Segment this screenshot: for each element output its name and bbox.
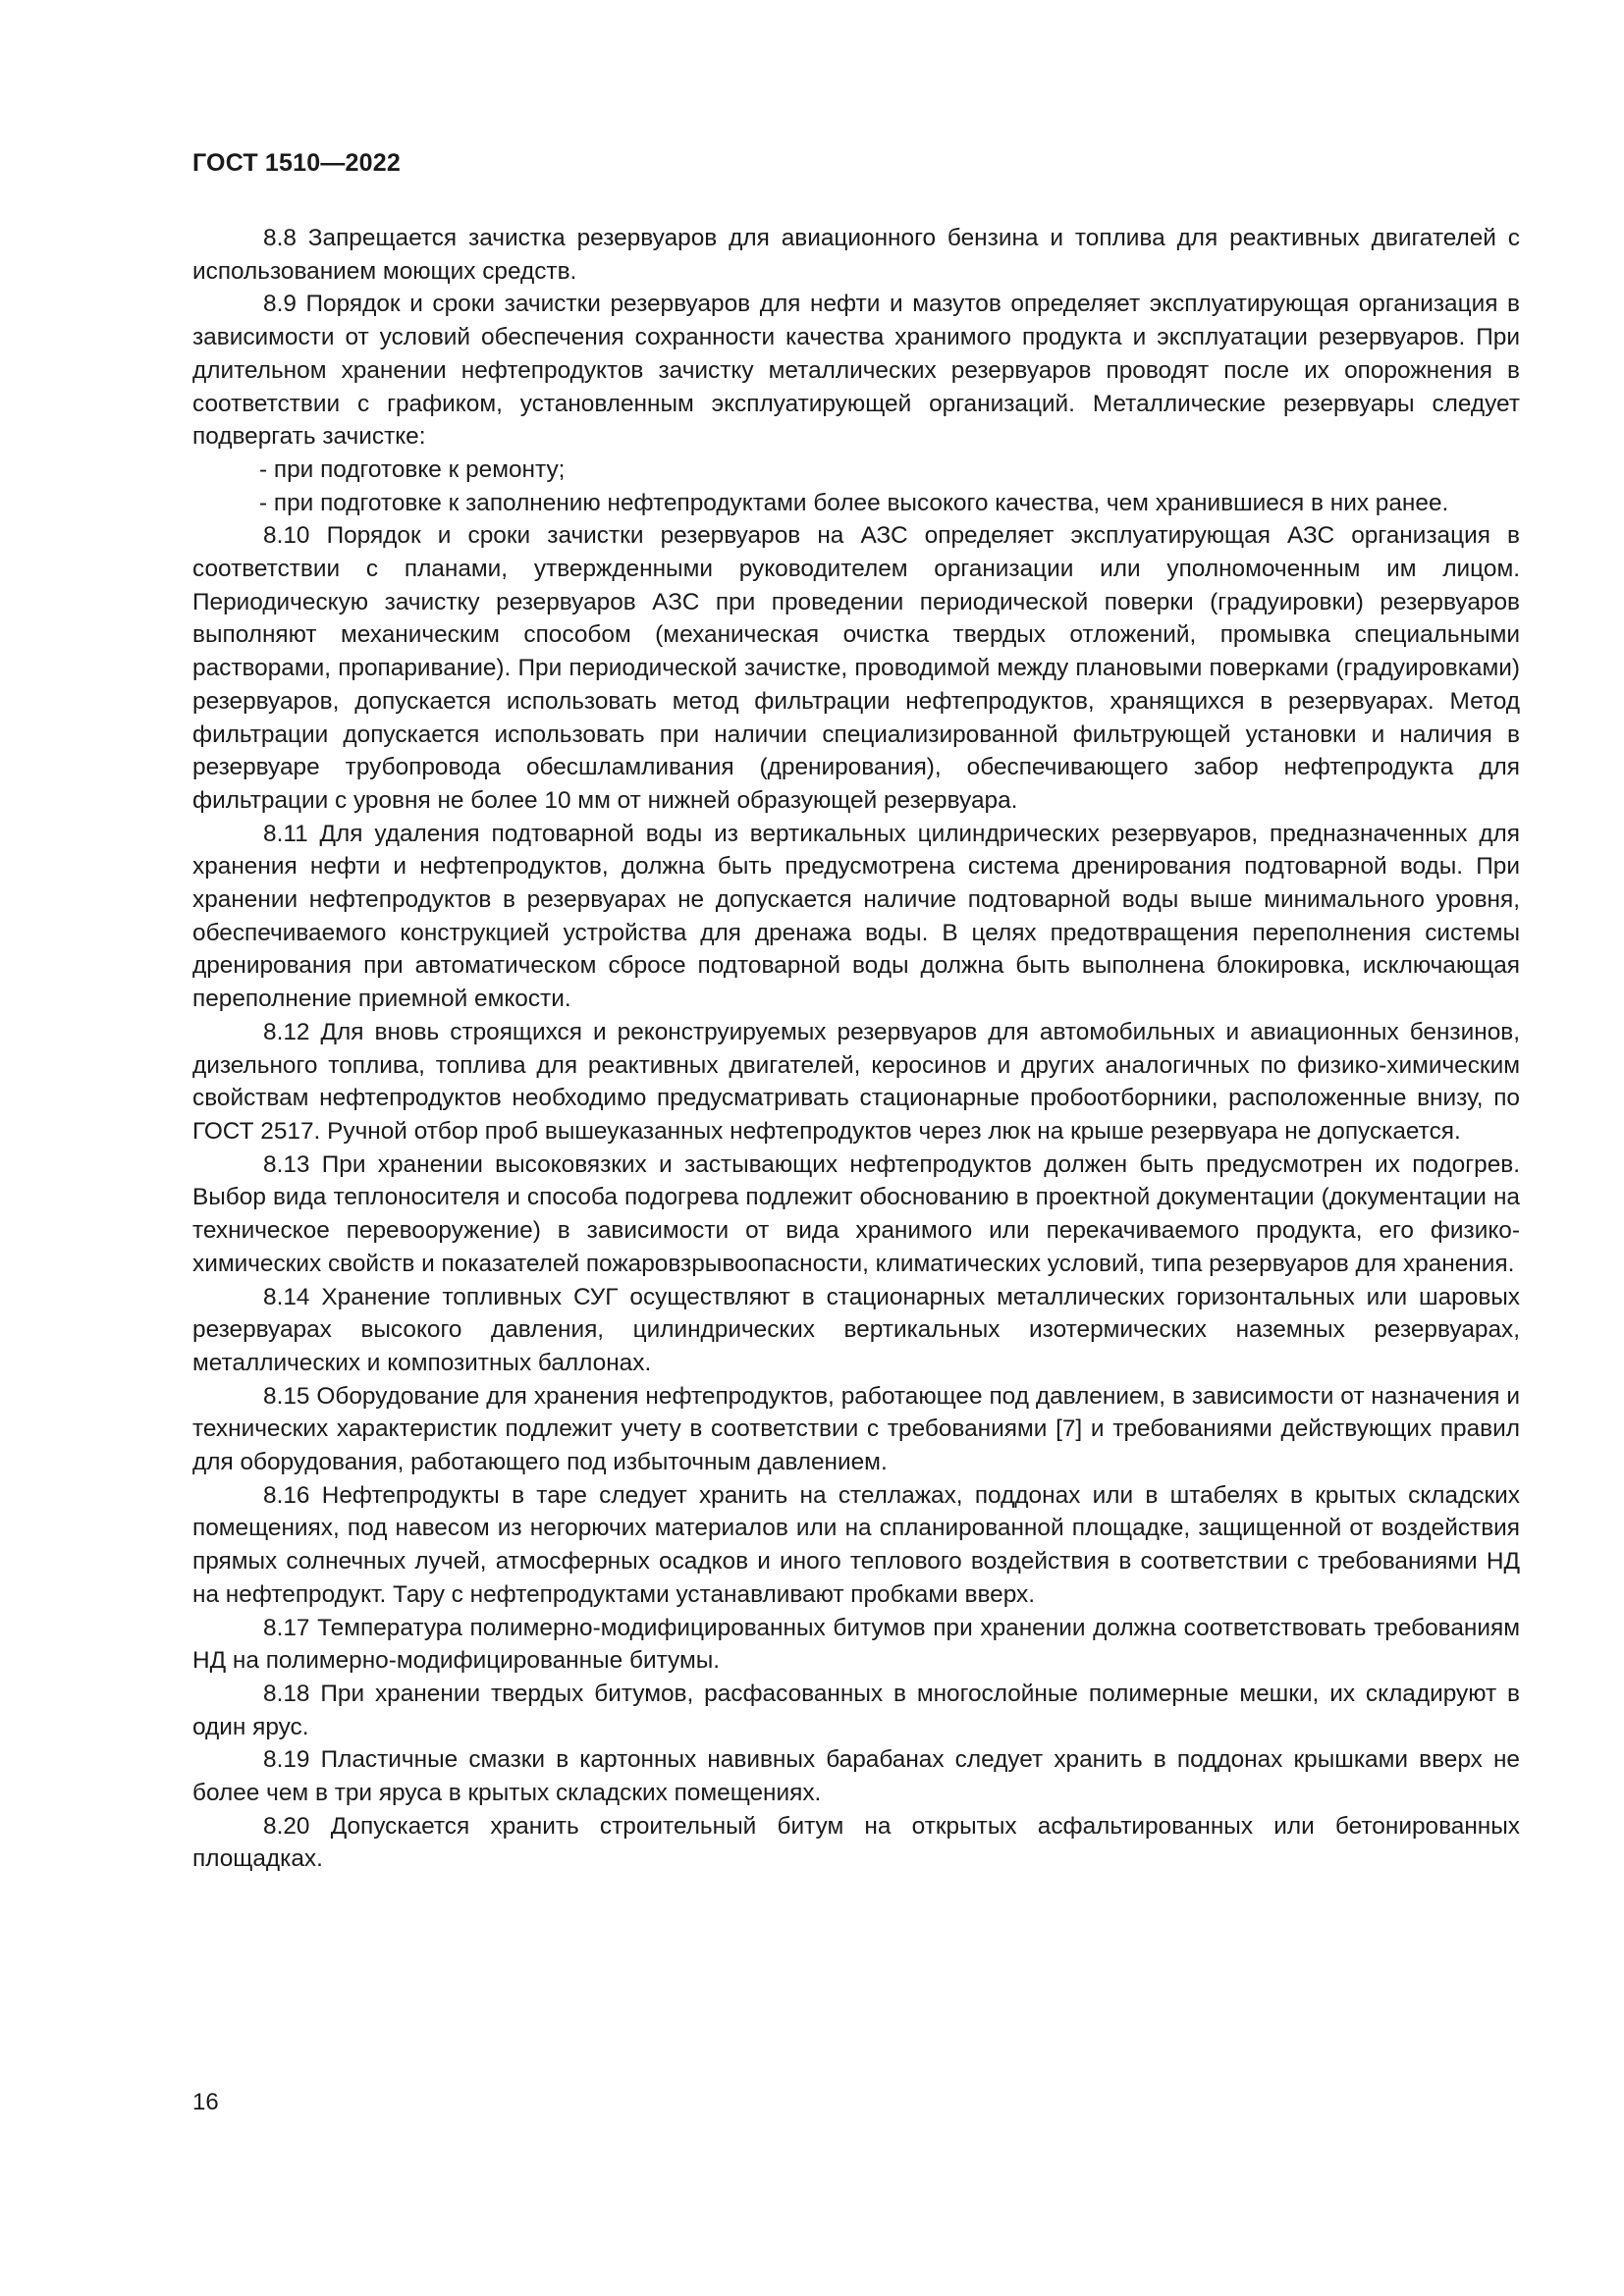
- list-item: - при подготовке к заполнению нефтепродуктами более высокого качества, чем хранившиеся в них ранее.: [259, 489, 1449, 516]
- paragraph-8-10: 8.10 Порядок и сроки зачистки резервуаров на АЗС определяет эксплуатирующая АЗС организация в соответствии с планами, утвержденными руководителем организации или уполномоченным им лицом. Периодическую зачистку резервуаров АЗС при проведении периодической поверки (градуировки) резервуаров выполняют механическим способом (механическая очистка твердых отложений, промывка специальными растворами, пропаривание). При периодической зачистке, проводимой между плановыми поверками (градуировками) резервуаров, допускается использовать метод фильтрации нефтепродуктов, хранящихся в резервуарах. Метод фильтрации допускается использовать при наличии специализированной фильтрующей установки и наличия в резервуаре трубопровода обесшламливания (дренирования), обеспечивающего забор нефтепродукта для фильтрации с уровня не более 10 мм от нижней образующей резервуара.: [192, 522, 1520, 814]
- paragraph-8-8: 8.8 Запрещается зачистка резервуаров для авиационного бензина и топлива для реактивных двигателей с использованием моющих средств.: [192, 225, 1520, 285]
- list-item: - при подготовке к ремонту;: [259, 455, 566, 483]
- paragraph-8-12: 8.12 Для вновь строящихся и реконструируемых резервуаров для автомобильных и авиационных бензинов, дизельного топлива, топлива для реактивных двигателей, керосинов и других аналогичных по физико-химическим свойствам нефтепродуктов необходимо предусматривать стационарные пробоотборники, расположенные внизу, по ГОСТ 2517. Ручной отбор проб вышеуказанных нефтепродуктов через люк на крыше резервуара не допускается.: [192, 1018, 1520, 1145]
- paragraph-8-19: 8.19 Пластичные смазки в картонных навивных барабанах следует хранить в поддонах крышками вверх не более чем в три яруса в крытых складских помещениях.: [192, 1746, 1520, 1807]
- page-number: 16: [192, 2089, 219, 2115]
- paragraph-8-17: 8.17 Температура полимерно-модифицированных битумов при хранении должна соответствовать требованиям НД на полимерно-модифицированные битумы.: [192, 1614, 1520, 1675]
- paragraph-8-11: 8.11 Для удаления подтоварной воды из вертикальных цилиндрических резервуаров, предназначенных для хранения нефти и нефтепродуктов, должна быть предусмотрена система дренирования подтоварной воды. При хранении нефтепродуктов в резервуарах не допускается наличие подтоварной воды выше минимального уровня, обеспечиваемого конструкцией устройства для дренажа воды. В целях предотвращения переполнения системы дренирования при автоматическом сбросе подтоварной воды должна быть выполнена блокировка, исключающая переполнение приемной емкости.: [192, 820, 1520, 1013]
- paragraph-8-18: 8.18 При хранении твердых битумов, расфасованных в многослойные полимерные мешки, их складируют в один ярус.: [192, 1680, 1520, 1740]
- paragraph-8-9: 8.9 Порядок и сроки зачистки резервуаров для нефти и мазутов определяет эксплуатирующая организация в зависимости от условий обеспечения сохранности качества хранимого продукта и эксплуатации резервуаров. При длительном хранении нефтепродуктов зачистку металлических резервуаров проводят после их опорожнения в соответствии с графиком, установленным эксплуатирующей организаций. Металлические резервуары следует подвергать зачистке:: [192, 291, 1520, 451]
- document-header: ГОСТ 1510—2022: [192, 149, 401, 177]
- paragraph-8-20: 8.20 Допускается хранить строительный битум на открытых асфальтированных или бетонированных площадках.: [192, 1812, 1520, 1873]
- paragraph-8-16: 8.16 Нефтепродукты в таре следует хранить на стеллажах, поддонах или в штабелях в крытых складских помещениях, под навесом из негорючих материалов или на спланированной площадке, защищенной от воздействия прямых солнечных лучей, атмосферных осадков и иного теплового воздействия в соответствии с требованиями НД на нефтепродукт. Тару с нефтепродуктами устанавливают пробками вверх.: [192, 1481, 1520, 1608]
- paragraph-8-14: 8.14 Хранение топливных СУГ осуществляют в стационарных металлических горизонтальных или шаровых резервуарах высокого давления, цилиндрических вертикальных изотермических наземных резервуарах, металлических и композитных баллонах.: [192, 1283, 1520, 1376]
- paragraph-8-13: 8.13 При хранении высоковязких и застывающих нефтепродуктов должен быть предусмотрен их подогрев. Выбор вида теплоносителя и способа подогрева подлежит обоснованию в проектной документации (документации на техническое перевооружение) в зависимости от вида хранимого или перекачиваемого продукта, его физико-химических свойств и показателей пожаровзрывоопасности, климатических условий, типа резервуаров для хранения.: [192, 1150, 1520, 1277]
- document-body: [192, 222, 1520, 1876]
- paragraph-8-15: 8.15 Оборудование для хранения нефтепродуктов, работающее под давлением, в зависимости от назначения и технических характеристик подлежит учету в соответствии с требованиями [7] и требованиями действующих правил для оборудования, работающего под избыточным давлением.: [192, 1382, 1520, 1476]
